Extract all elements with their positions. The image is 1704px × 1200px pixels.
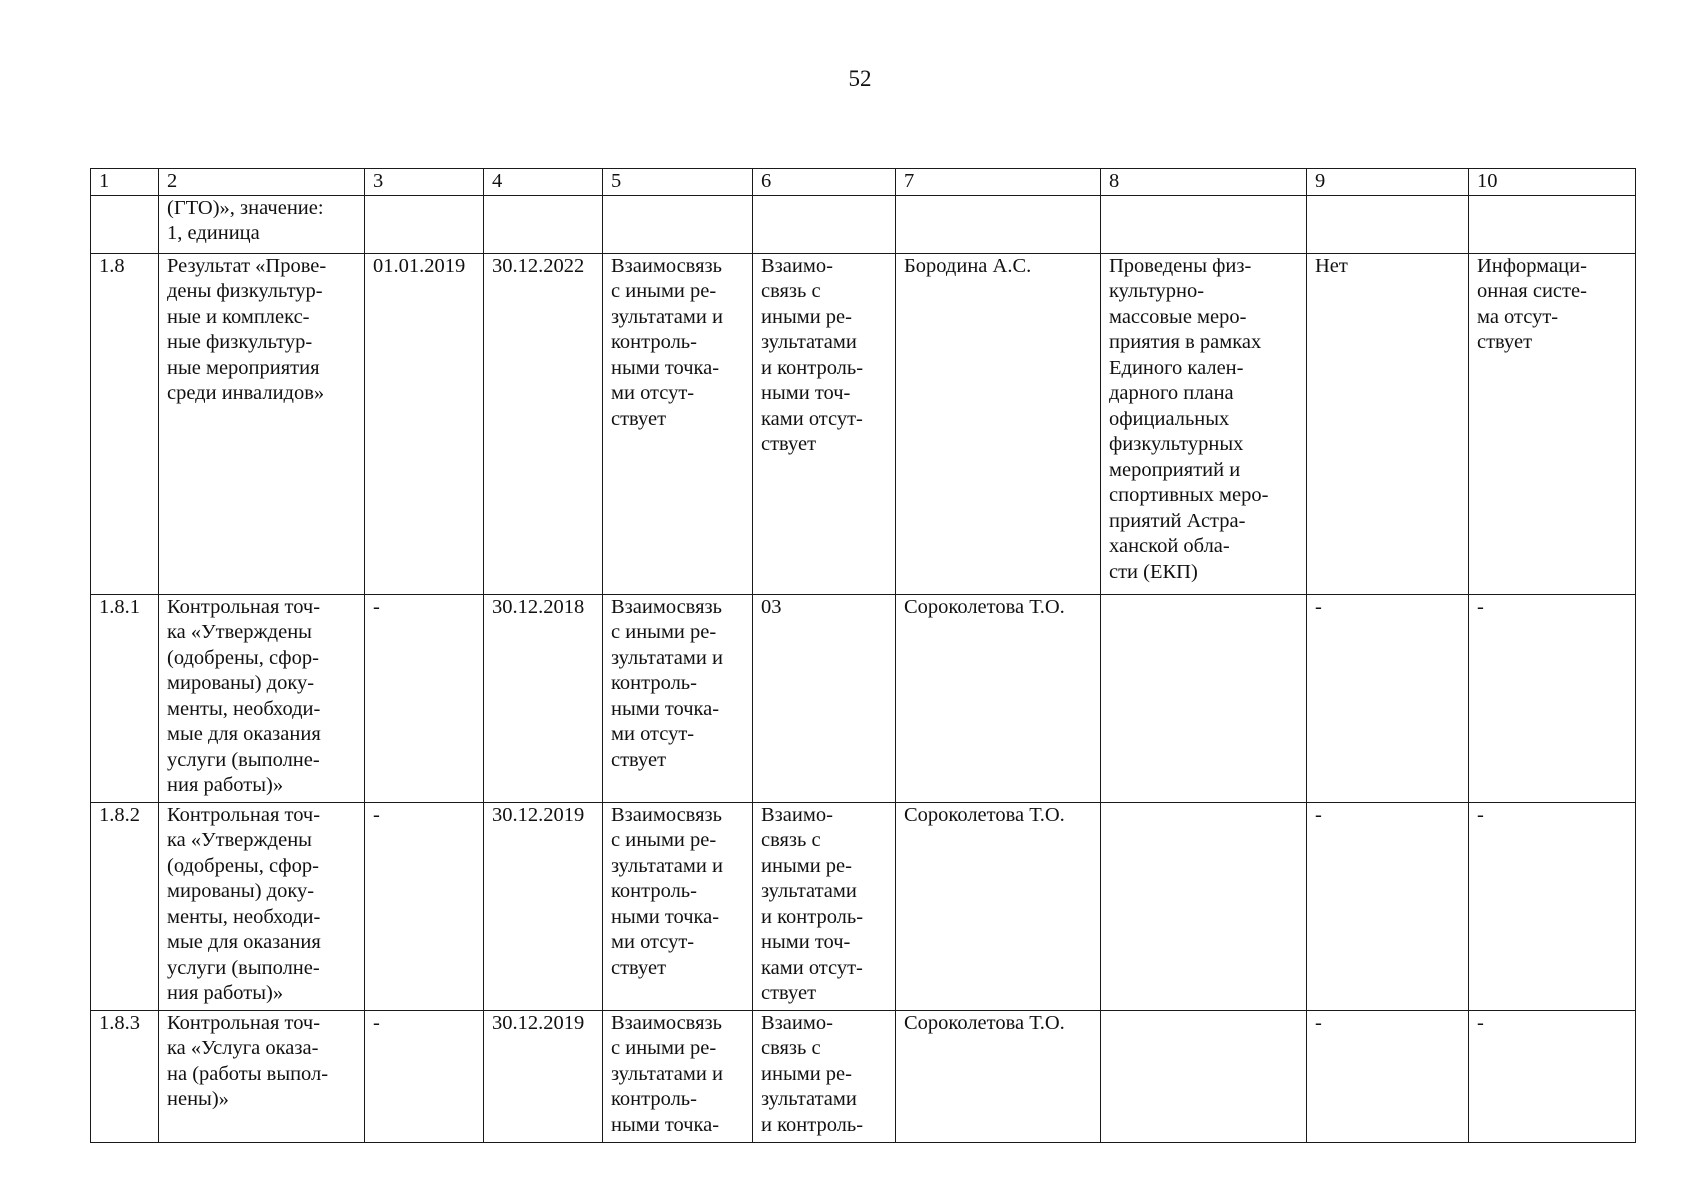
row-name-cell: Контрольная точ- ка «Утверждены (одобрены, сфор- мированы) доку- менты, необходи- мые для оказания услуги (выполне- ния работы)»: [159, 802, 365, 1010]
row-end-cell: 30.12.2022: [484, 253, 603, 594]
row-end-cell: 30.12.2019: [484, 802, 603, 1010]
table-row: [91, 195, 1636, 253]
row-control-cell: -: [1307, 1010, 1469, 1142]
row-link-next-cell: Взаимо- связь с иными ре- зультатами и контроль- ными точ- ками отсут- ствует: [753, 802, 896, 1010]
row-id-cell: 1.8.1: [91, 594, 159, 802]
row-name-cell: (ГТО)», значение: 1, единица: [159, 195, 365, 253]
row-description-cell: Проведены физ- культурно- массовые меро- приятия в рамках Единого кален- дарного плана официальных физкультурных мероприятий и спортивных меро- приятий Астра- ханской обла- сти (ЕКП): [1101, 253, 1307, 594]
table-row: [91, 253, 1636, 594]
row-id-cell: 1.8.3: [91, 1010, 159, 1142]
row-control-cell: [1307, 195, 1469, 253]
row-control-cell: Нет: [1307, 253, 1469, 594]
row-link-next-cell: Взаимо- связь с иными ре- зультатами и контроль- ными точ- ками отсут- ствует: [753, 253, 896, 594]
row-link-next-cell: [753, 195, 896, 253]
row-end-cell: 30.12.2018: [484, 594, 603, 802]
row-start-cell: -: [365, 594, 484, 802]
row-system-cell: -: [1469, 802, 1636, 1010]
column-number-row: [91, 169, 1636, 196]
column-number-cell: 10: [1469, 169, 1636, 196]
row-control-cell: -: [1307, 802, 1469, 1010]
row-responsible-cell: Сороколетова Т.О.: [896, 802, 1101, 1010]
row-system-cell: -: [1469, 1010, 1636, 1142]
row-responsible-cell: Сороколетова Т.О.: [896, 1010, 1101, 1142]
row-start-cell: -: [365, 1010, 484, 1142]
row-description-cell: [1101, 802, 1307, 1010]
row-start-cell: 01.01.2019: [365, 253, 484, 594]
row-end-cell: 30.12.2019: [484, 1010, 603, 1142]
row-system-cell: -: [1469, 594, 1636, 802]
row-name-cell: Контрольная точ- ка «Утверждены (одобрены, сфор- мированы) доку- менты, необходи- мые для оказания услуги (выполне- ния работы)»: [159, 594, 365, 802]
row-link-prev-cell: [603, 195, 753, 253]
page-number: 52: [848, 66, 872, 91]
row-description-cell: [1101, 1010, 1307, 1142]
row-description-cell: [1101, 195, 1307, 253]
column-number-cell: 2: [159, 169, 365, 196]
row-responsible-cell: [896, 195, 1101, 253]
row-start-cell: [365, 195, 484, 253]
row-end-cell: [484, 195, 603, 253]
row-link-next-cell: Взаимо- связь с иными ре- зультатами и контроль-: [753, 1010, 896, 1142]
row-responsible-cell: Бородина А.С.: [896, 253, 1101, 594]
row-start-cell: -: [365, 802, 484, 1010]
row-system-cell: [1469, 195, 1636, 253]
column-number-cell: 5: [603, 169, 753, 196]
row-link-next-cell: 03: [753, 594, 896, 802]
row-link-prev-cell: Взаимосвязь с иными ре- зультатами и контроль- ными точка- ми отсут- ствует: [603, 594, 753, 802]
table-row: [91, 594, 1636, 802]
row-link-prev-cell: Взаимосвязь с иными ре- зультатами и контроль- ными точка-: [603, 1010, 753, 1142]
column-number-cell: 9: [1307, 169, 1469, 196]
table-row: [91, 802, 1636, 1010]
row-control-cell: -: [1307, 594, 1469, 802]
column-number-cell: 8: [1101, 169, 1307, 196]
row-description-cell: [1101, 594, 1307, 802]
row-link-prev-cell: Взаимосвязь с иными ре- зультатами и контроль- ными точка- ми отсут- ствует: [603, 253, 753, 594]
row-system-cell: Информаци- онная систе- ма отсут- ствует: [1469, 253, 1636, 594]
row-id-cell: 1.8: [91, 253, 159, 594]
row-link-prev-cell: Взаимосвязь с иными ре- зультатами и контроль- ными точка- ми отсут- ствует: [603, 802, 753, 1010]
row-responsible-cell: Сороколетова Т.О.: [896, 594, 1101, 802]
table-row: [91, 1010, 1636, 1142]
column-number-cell: 1: [91, 169, 159, 196]
plan-table: [90, 168, 1636, 1143]
column-number-cell: 6: [753, 169, 896, 196]
row-name-cell: Контрольная точ- ка «Услуга оказа- на (работы выпол- нены)»: [159, 1010, 365, 1142]
row-id-cell: 1.8.2: [91, 802, 159, 1010]
row-name-cell: Результат «Прове- дены физкультур- ные и комплекс- ные физкультур- ные мероприятия среди инвалидов»: [159, 253, 365, 594]
column-number-cell: 7: [896, 169, 1101, 196]
row-id-cell: [91, 195, 159, 253]
column-number-cell: 3: [365, 169, 484, 196]
column-number-cell: 4: [484, 169, 603, 196]
